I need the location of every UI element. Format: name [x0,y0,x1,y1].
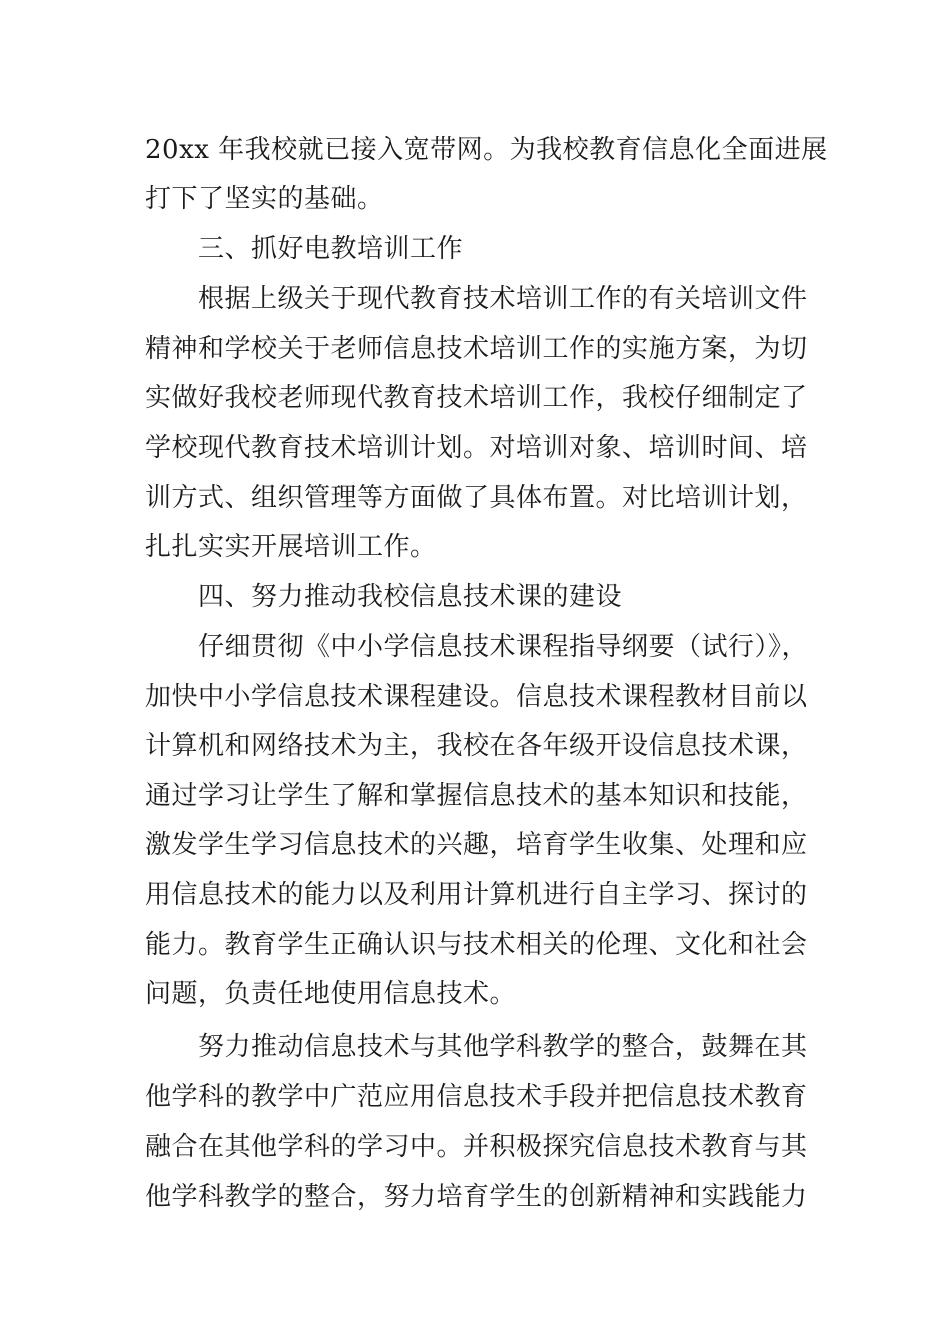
section-heading-4: 四、努力推动我校信息技术课的建设 [198,582,623,612]
body-text-line: 扎扎实实开展培训工作。 [145,532,437,562]
body-text-line: 打下了坚实的基础。 [145,184,384,214]
body-text-line: 能力。教育学生正确认识与技术相关的伦理、文化和社会 [145,930,808,960]
section-heading-3: 三、抓好电教培训工作 [198,234,464,264]
body-text-line: 他学科的教学中广范应用信息技术手段并把信息技术教育 [145,1082,808,1112]
body-text-line: 融合在其他学科的学习中。并积极探究信息技术教育与其 [145,1132,808,1162]
body-text-line: 他学科教学的整合，努力培育学生的创新精神和实践能力 [145,1182,808,1212]
body-text-line: 问题，负责任地使用信息技术。 [145,979,517,1009]
body-text-line: 努力推动信息技术与其他学科教学的整合，鼓舞在其 [198,1032,808,1062]
body-text-line: 通过学习让学生了解和掌握信息技术的基本知识和技能， [145,781,808,811]
body-text-line: 实做好我校老师现代教育技术培训工作，我校仔细制定了 [145,383,808,413]
body-text-line: 学校现代教育技术培训计划。对培训对象、培训时间、培 [145,433,808,463]
body-text-line: 精神和学校关于老师信息技术培训工作的实施方案，为切 [145,334,808,364]
body-text-line: 根据上级关于现代教育技术培训工作的有关培训文件 [198,284,808,314]
body-text-line: 计算机和网络技术为主，我校在各年级开设信息技术课， [145,731,808,761]
body-text-line: 20xx 年我校就已接入宽带网。为我校教育信息化全面进展 [145,135,828,165]
body-text-line: 激发学生学习信息技术的兴趣，培育学生收集、处理和应 [145,830,808,860]
body-text-line: 用信息技术的能力以及利用计算机进行自主学习、探讨的 [145,880,808,910]
body-text-line: 仔细贯彻《中小学信息技术课程指导纲要（试行）》， [198,632,809,662]
body-text-line: 加快中小学信息技术课程建设。信息技术课程教材目前以 [145,682,808,712]
body-text-line: 训方式、组织管理等方面做了具体布置。对比培训计划， [145,483,808,513]
